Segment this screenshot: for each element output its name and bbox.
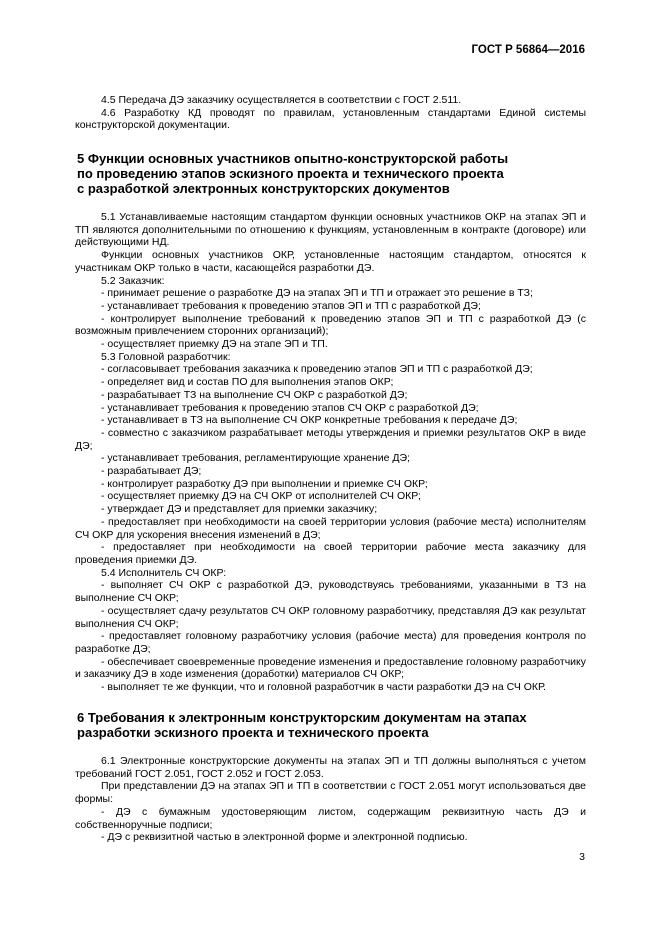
list-item: - осуществляет приемку ДЭ на этапе ЭП и ТП. (101, 338, 328, 351)
paragraph: 6.1 Электронные конструкторские документы на этапах ЭП и ТП должны выполняться с учетом требований ГОСТ 2.051, ГОСТ 2.052 и ГОСТ 2.053. (75, 755, 586, 780)
clause-4-continuation (75, 94, 586, 132)
section-6-heading-line: 6 Требования к электронным конструкторским документам на этапах (77, 710, 527, 725)
section-6-body (75, 755, 586, 844)
paragraph: Функции основных участников ОКР, установленные настоящим стандартом, относятся к участникам ОКР только в части, касающейся разработки ДЭ. (75, 249, 586, 274)
section-5-heading-line: с разработкой электронных конструкторских документов (77, 181, 450, 196)
list-item: - ДЭ с бумажным удостоверяющим листом, содержащим реквизитную часть ДЭ и собственноручные подписи; (75, 805, 586, 831)
clause-heading: 5.4 Исполнитель СЧ ОКР: (101, 566, 227, 579)
clause-heading: 5.2 Заказчик: (101, 274, 165, 287)
list-item: - предоставляет при необходимости на своей территории условия (рабочие места) исполнителям СЧ ОКР для ускорения внесения изменений в ДЭ; (75, 515, 586, 541)
paragraph: При представлении ДЭ на этапах ЭП и ТП в соответствии с ГОСТ 2.051 могут использоваться две формы: (75, 780, 586, 806)
section-5-heading-line: 5 Функции основных участников опытно-конструкторской работы (77, 151, 509, 166)
list-item: - выполняет СЧ ОКР с разработкой ДЭ, руководствуясь требованиями, указанными в ТЗ на выполнение СЧ ОКР; (75, 579, 586, 605)
list-item: - контролирует выполнение требований к проведению этапов ЭП и ТП с разработкой ДЭ (с возможным привлечением сторонних организаций); (75, 312, 586, 338)
clause-heading: 5.3 Головной разработчик: (101, 350, 231, 363)
section-5-body (75, 211, 586, 694)
list-item: - обеспечивает своевременные проведение изменения и предоставление головному разработчику и заказчику ДЭ в ходе изменения (доработки) материалов СЧ ОКР; (75, 655, 586, 681)
list-item: - принимает решение о разработке ДЭ на этапах ЭП и ТП и отражает это решение в ТЗ; (101, 287, 533, 300)
clause-4-5: 4.5 Передача ДЭ заказчику осуществляется в соответствии с ГОСТ 2.511. (101, 94, 462, 106)
list-item: - устанавливает требования к проведению этапов СЧ ОКР с разработкой ДЭ; (101, 401, 479, 414)
list-item: - осуществляет сдачу результатов СЧ ОКР головному разработчику, представляя ДЭ как результат выполнения СЧ ОКР; (75, 604, 586, 630)
list-item: - выполняет те же функции, что и головной разработчик в части разработки ДЭ на СЧ ОКР. (101, 681, 546, 694)
section-6-heading (75, 710, 586, 740)
document-code: ГОСТ Р 56864—2016 (471, 44, 585, 56)
list-item: - контролирует разработку ДЭ при выполнении и приемке СЧ ОКР; (101, 477, 428, 490)
clause-4-6: 4.6 Разработку КД проводят по правилам, установленным стандартами Единой системы конструкторской документации. (75, 106, 586, 132)
list-item: - ДЭ с реквизитной частью в электронной форме и электронной подписью. (101, 831, 468, 844)
list-item: - предоставляет при необходимости на своей территории рабочие места заказчику для проведения приемки ДЭ. (75, 541, 586, 566)
list-item: - предоставляет головному разработчику условия (рабочие места) для проведения контроля по разработке ДЭ; (75, 630, 586, 655)
list-item: - утверждает ДЭ и представляет для приемки заказчику; (101, 503, 378, 516)
list-item: - разрабатывает ТЗ на выполнение СЧ ОКР с разработкой ДЭ; (101, 388, 408, 401)
section-5-heading (75, 151, 586, 196)
section-5-heading-line: по проведению этапов эскизного проекта и технического проекта (77, 166, 504, 181)
list-item: - устанавливает в ТЗ на выполнение СЧ ОКР конкретные требования к передаче ДЭ; (101, 414, 518, 427)
section-6-heading-line: разработки эскизного проекта и технического проекта (77, 725, 429, 740)
list-item: - совместно с заказчиком разрабатывает методы утверждения и приемки результатов ОКР в виде ДЭ; (75, 426, 586, 452)
list-item: - устанавливает требования, регламентирующие хранение ДЭ; (101, 452, 410, 465)
page-number: 3 (579, 851, 585, 863)
list-item: - согласовывает требования заказчика к проведению этапов ЭП и ТП с разработкой ДЭ; (101, 363, 533, 376)
paragraph: 5.1 Устанавливаемые настоящим стандартом функции основных участников ОКР на этапах ЭП и ТП являются дополнительными по отношению к функциям, установленным в контракте (договоре) или действующими НД. (75, 211, 586, 249)
list-item: - определяет вид и состав ПО для выполнения этапов ОКР; (101, 376, 394, 389)
list-item: - устанавливает требования к проведению этапов ЭП и ТП с разработкой ДЭ; (101, 299, 481, 312)
list-item: - осуществляет приемку ДЭ на СЧ ОКР от исполнителей СЧ ОКР; (101, 490, 421, 503)
list-item: - разрабатывает ДЭ; (101, 465, 202, 478)
